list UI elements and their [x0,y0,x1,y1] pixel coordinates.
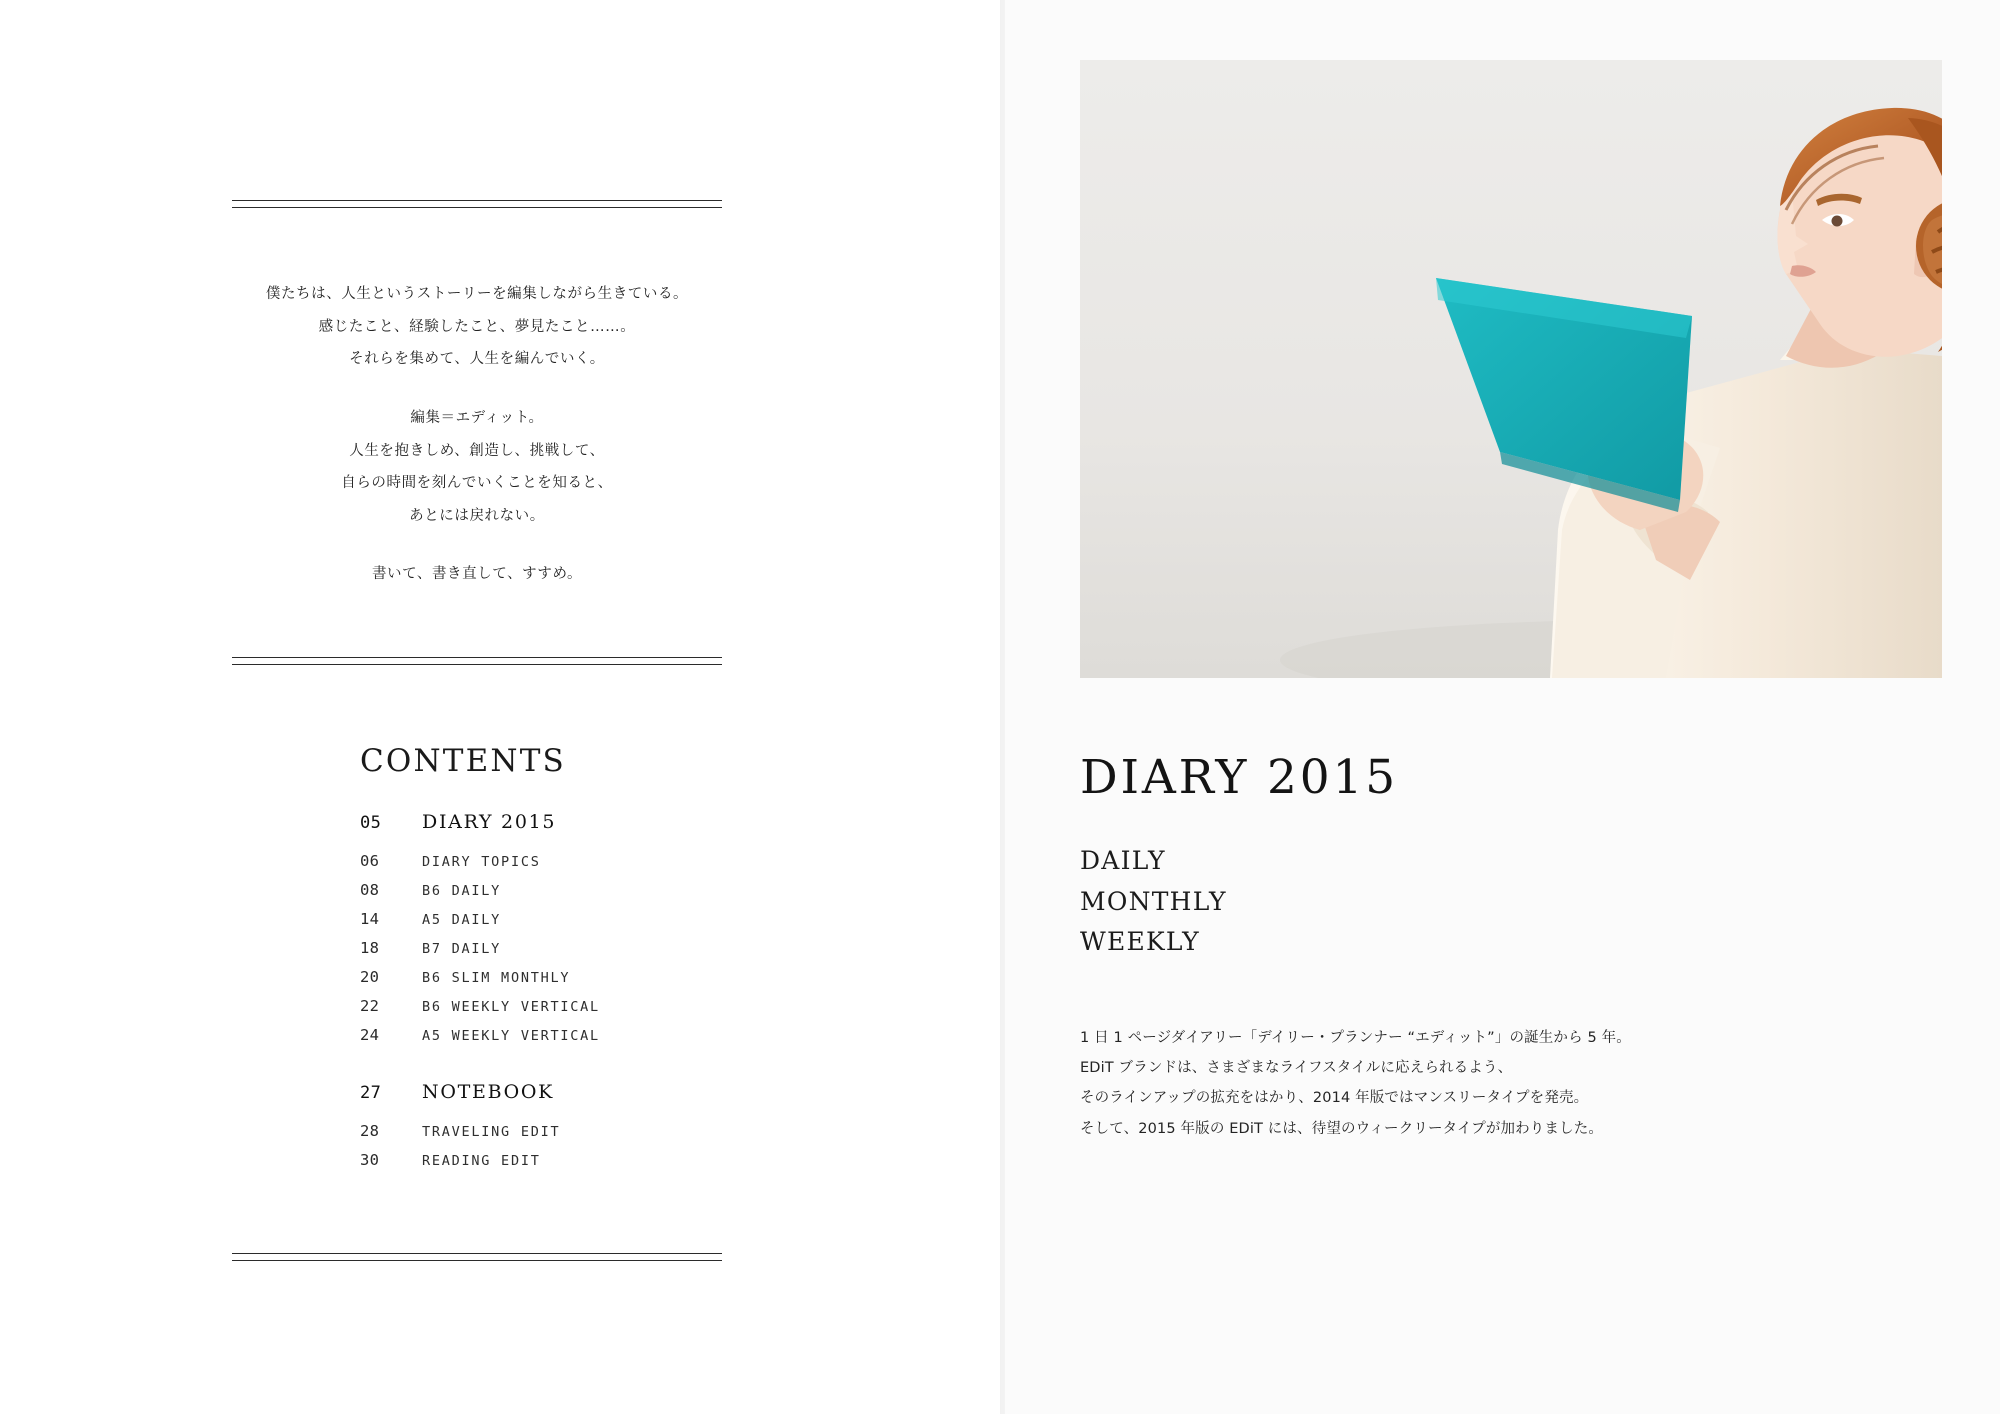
product-type-monthly: MONTHLY [1080,886,1227,916]
toc-row[interactable] [360,881,722,899]
body-line: 1 日 1 ページダイアリー「デイリー・プランナー “エディット”」の誕生から 5 年。 [1080,1029,1631,1046]
body-line: そのラインアップの拡充をはかり、2014 年版ではマンスリータイプを発売。 [1080,1090,1589,1107]
manifesto-line: 感じたこと、経験したこと、夢見たこと……。 [318,318,636,335]
toc-page-number: 18 [360,939,380,957]
toc-page-number: 28 [360,1122,380,1140]
toc-major-row[interactable] [360,811,722,833]
middle-rule [232,657,722,665]
manifesto-line: 編集＝エディット。 [410,409,544,426]
toc-page-number: 06 [360,852,380,870]
toc-entry-label: B6 DAILY [422,883,502,899]
body-line: そして、2015 年版の EDiT には、待望のウィークリータイプが加わりました。 [1080,1120,1603,1137]
toc-group-diary [360,811,722,1044]
intro-body-text [1080,1023,1942,1145]
toc-entry-label: READING EDIT [422,1153,541,1169]
toc-row[interactable] [360,1151,722,1169]
manifesto-paragraph [232,558,722,591]
toc-page-number: 24 [360,1026,380,1044]
toc-entry-label: NOTEBOOK [422,1081,555,1103]
page-title: DIARY 2015 [1080,750,1398,805]
manifesto-paragraph [232,402,722,533]
toc-entry-label: DIARY TOPICS [422,854,541,870]
manifesto-line: あとには戻れない。 [409,507,545,524]
toc-major-row[interactable] [360,1081,722,1103]
contents-heading: CONTENTS [360,743,566,779]
toc-row[interactable] [360,968,722,986]
product-type-daily: DAILY [1080,846,1166,875]
toc-row[interactable] [360,997,722,1015]
toc-page-number: 08 [360,881,380,899]
toc-page-number: 22 [360,997,380,1015]
manifesto-line: 僕たちは、人生というストーリーを編集しながら生きている。 [265,286,689,302]
manifesto-text [232,208,722,657]
toc-entry-label: TRAVELING EDIT [422,1124,561,1140]
toc-group-notebook [360,1081,722,1169]
toc-entry-label: B6 SLIM MONTHLY [422,970,571,986]
toc-page-number: 30 [360,1151,380,1169]
toc-entry-label: B7 DAILY [422,941,502,957]
toc-group-spacer [360,1055,722,1081]
toc-page-number: 27 [360,1083,382,1103]
toc-row[interactable] [360,1026,722,1044]
toc-page-number: 05 [360,813,382,833]
toc-row[interactable] [360,1122,722,1140]
toc-row[interactable] [360,852,722,870]
right-page-text [1080,750,1942,1144]
toc-entry-label: B6 WEEKLY VERTICAL [422,999,600,1015]
left-page-content [232,200,722,1261]
bottom-rule [232,1253,722,1261]
manifesto-paragraph [232,278,722,376]
product-type-weekly: WEEKLY [1080,927,1200,956]
manifesto-line: 人生を抱きしめ、創造し、挑戦して、 [349,442,605,459]
photo-illustration [1080,60,1942,678]
body-line: EDiT ブランドは、さまざまなライフスタイルに応えられるよう、 [1080,1059,1513,1076]
table-of-contents [232,743,722,1169]
toc-row[interactable] [360,939,722,957]
toc-page-number: 14 [360,910,380,928]
manifesto-line: それらを集めて、人生を編んでいく。 [349,351,605,368]
hero-photo [1080,60,1942,678]
toc-entry-label: DIARY 2015 [422,811,557,833]
right-page [1005,0,2000,1414]
manifesto-line: 自らの時間を刻んでいくことを知ると、 [341,475,613,492]
toc-page-number: 20 [360,968,380,986]
toc-entry-label: A5 DAILY [422,912,502,928]
manifesto-line: 書いて、書き直して、すすめ。 [371,566,583,583]
product-type-list [1080,841,1942,963]
toc-entry-label: A5 WEEKLY VERTICAL [422,1028,600,1044]
top-rule [232,200,722,208]
toc-row[interactable] [360,910,722,928]
